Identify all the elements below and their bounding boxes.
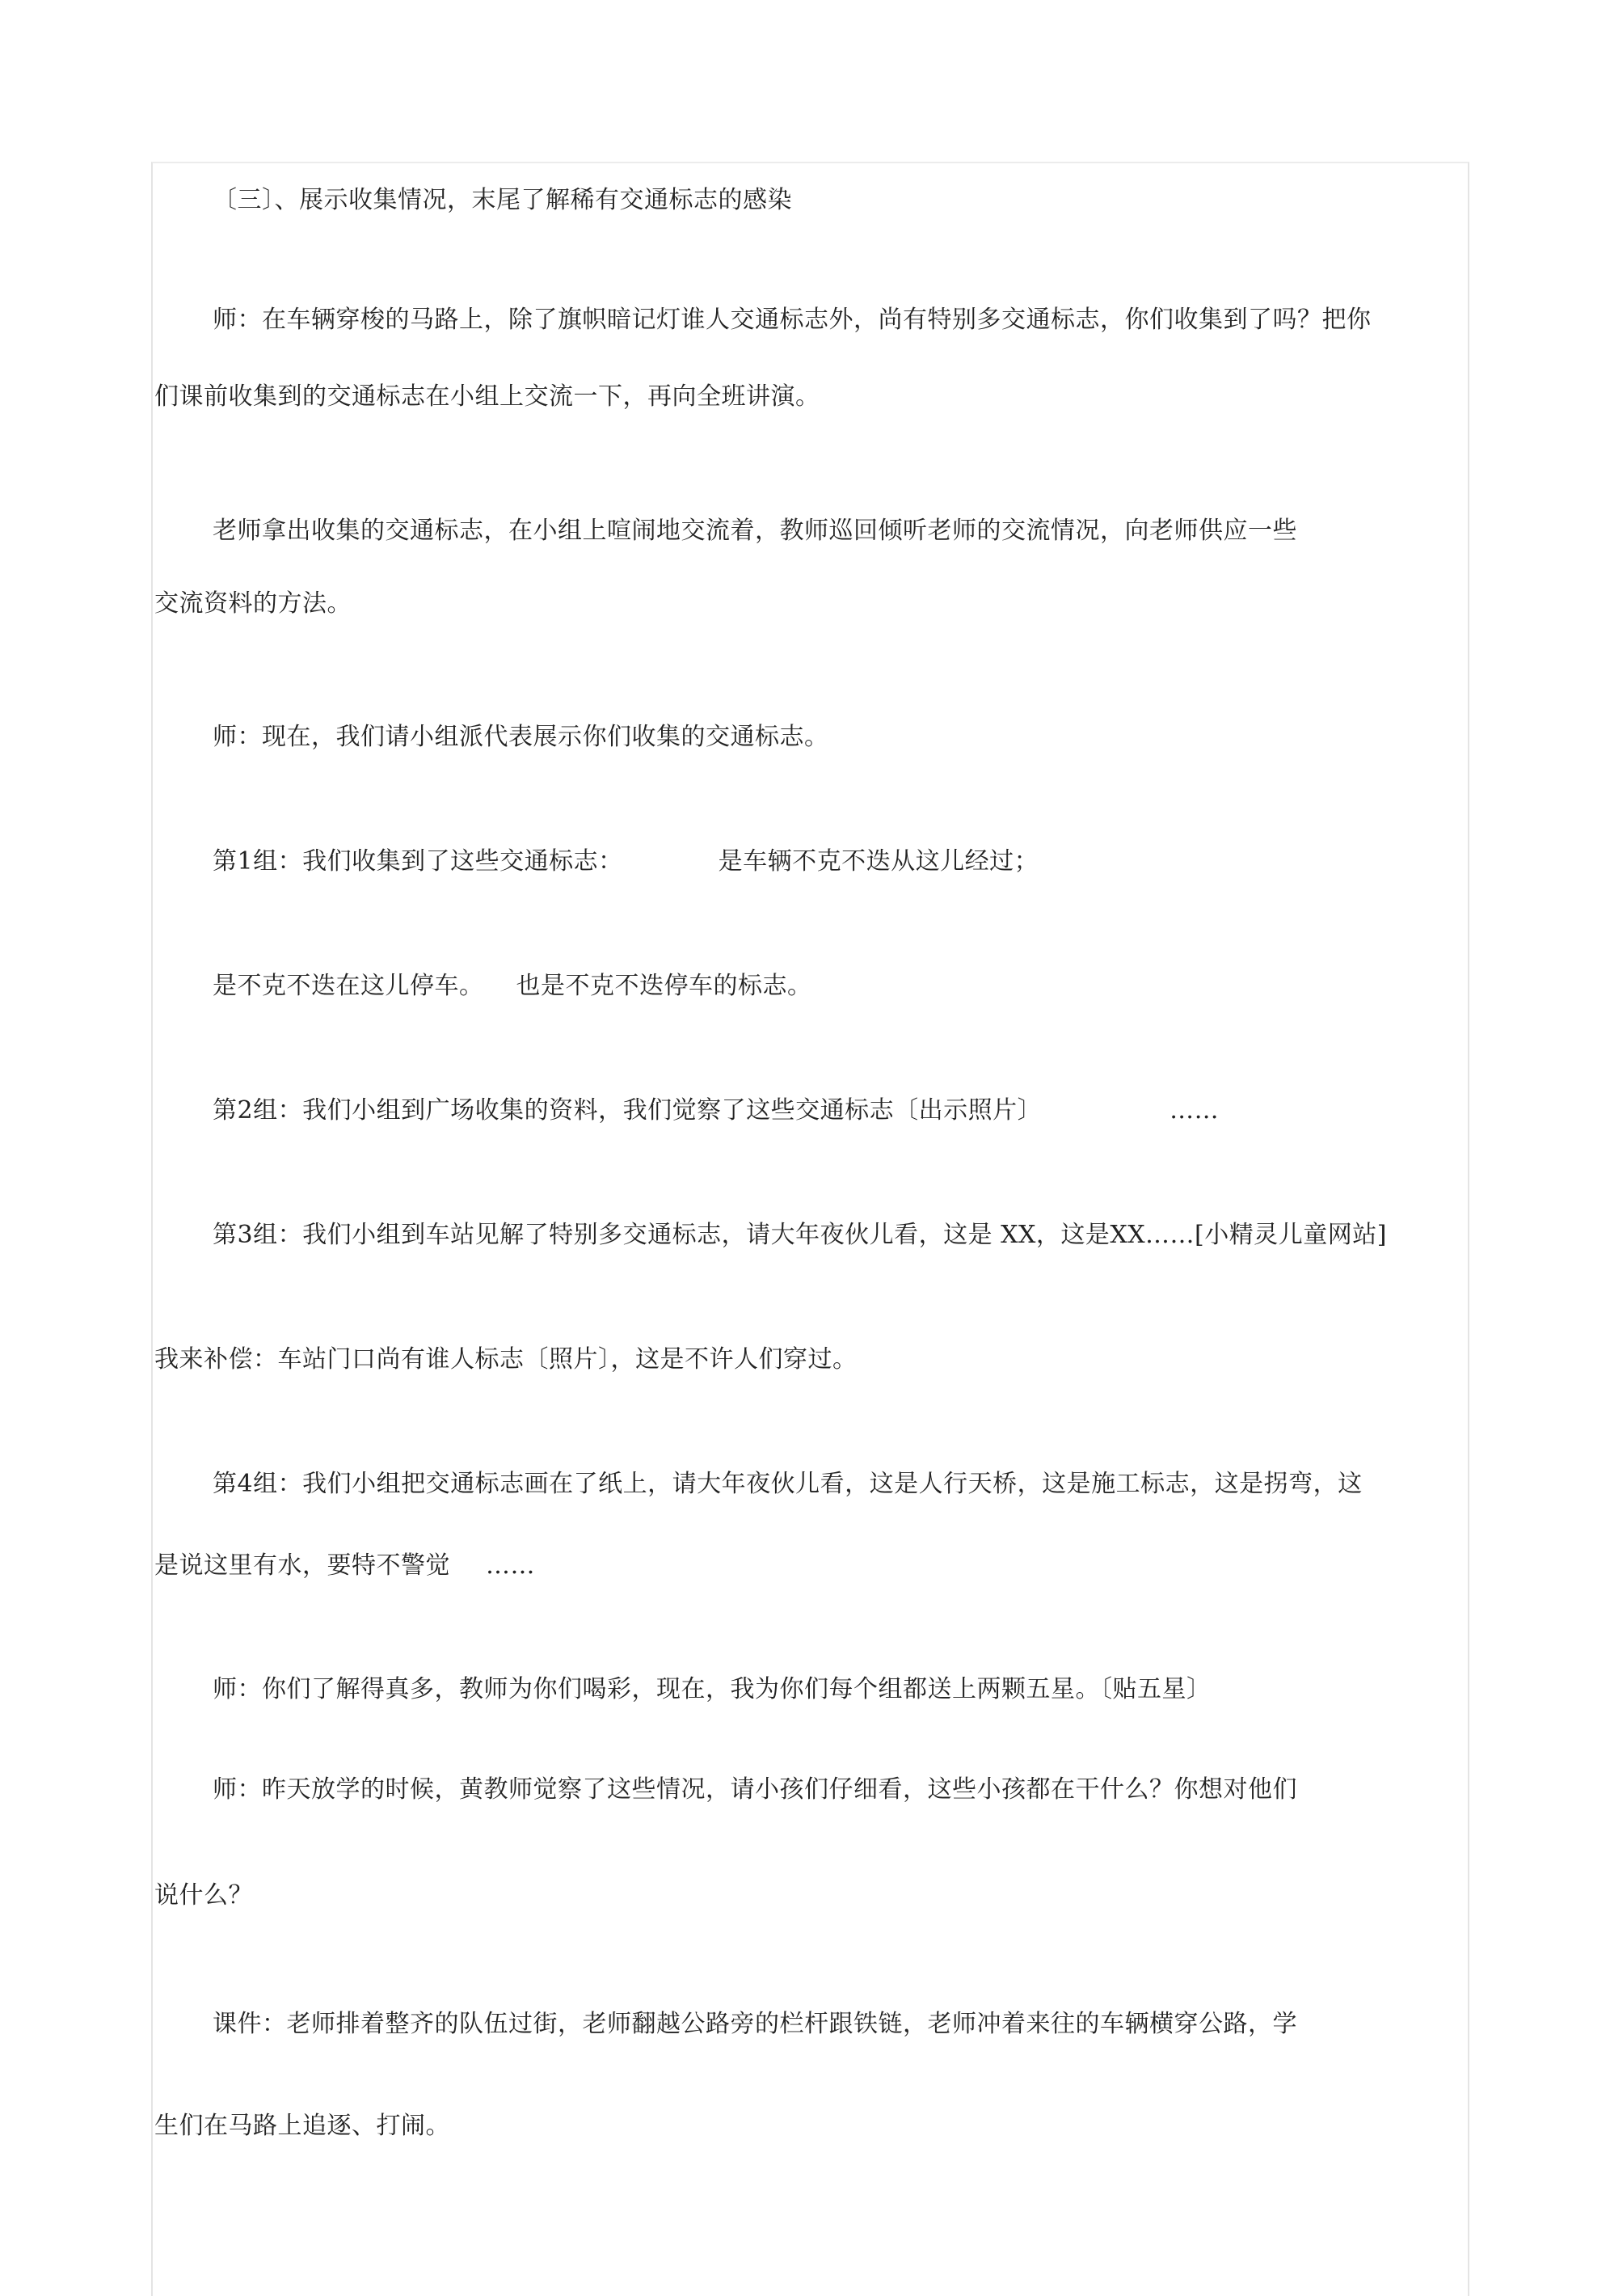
group-1-text-d: 也是不克不迭停车的标志。 bbox=[516, 972, 812, 1000]
paragraph-2-line-1: 老师拿出收集的交通标志，在小组上喧闹地交流着，教师巡回倾听老师的交流情况，向老师供应一些 bbox=[213, 517, 1297, 545]
group-3-line-2: 我来补偿：车站门口尚有谁人标志〔照片〕，这是不许人们穿过。 bbox=[154, 1345, 858, 1374]
group-1-line-2 bbox=[213, 970, 812, 1002]
group-1-text-c: 是不克不迭在这儿停车。 bbox=[213, 972, 484, 1000]
paragraph-2-line-2: 交流资料的方法。 bbox=[154, 589, 352, 618]
group-3-line-1: 第3组：我们小组到车站见解了特别多交通标志，请大年夜伙儿看，这是 XX，这是XX……[小精灵儿童网站] bbox=[213, 1221, 1387, 1249]
group-4-line-2 bbox=[154, 1550, 535, 1582]
group-1-text-a: 第1组：我们收集到了这些交通标志： bbox=[213, 847, 623, 876]
group-4-text-a: 是说这里有水，要特不警觉 bbox=[154, 1551, 450, 1580]
group-1-line-1 bbox=[213, 846, 1039, 878]
group-2-text-a: 第2组：我们小组到广场收集的资料，我们觉察了这些交通标志〔出示照片〕 bbox=[213, 1096, 1043, 1125]
paragraph-6-line-1: 课件：老师排着整齐的队伍过街，老师翻越公路旁的栏杆跟铁链，老师冲着来往的车辆横穿公路，学 bbox=[213, 2010, 1297, 2038]
paragraph-4-line-1: 师：你们了解得真多，教师为你们喝彩，现在，我为你们每个组都送上两颗五星。〔贴五星〕 bbox=[213, 1675, 1212, 1703]
group-2-line-1 bbox=[213, 1095, 1219, 1127]
group-4-line-1: 第4组：我们小组把交通标志画在了纸上，请大年夜伙儿看，这是人行天桥，这是施工标志，这是拐弯，这 bbox=[213, 1470, 1363, 1498]
group-4-ellipsis: …… bbox=[486, 1551, 535, 1580]
paragraph-3-line-1: 师：现在，我们请小组派代表展示你们收集的交通标志。 bbox=[213, 723, 829, 751]
paragraph-5-line-2: 说什么？ bbox=[154, 1881, 253, 1910]
paragraph-6-line-2: 生们在马路上追逐、打闹。 bbox=[154, 2112, 450, 2140]
section-heading: 〔三〕、展示收集情况，末尾了解稀有交通标志的感染 bbox=[213, 186, 792, 214]
paragraph-1-line-2: 们课前收集到的交通标志在小组上交流一下，再向全班讲演。 bbox=[154, 382, 820, 411]
group-1-text-b: 是车辆不克不迭从这儿经过； bbox=[718, 847, 1039, 876]
paragraph-1-line-1: 师：在车辆穿梭的马路上，除了旗帜暗记灯谁人交通标志外，尚有特别多交通标志，你们收集到了吗？把你 bbox=[213, 306, 1372, 334]
paragraph-5-line-1: 师：昨天放学的时候，黄教师觉察了这些情况，请小孩们仔细看，这些小孩都在干什么？你想对他们 bbox=[213, 1775, 1297, 1804]
group-2-ellipsis: …… bbox=[1170, 1096, 1220, 1125]
